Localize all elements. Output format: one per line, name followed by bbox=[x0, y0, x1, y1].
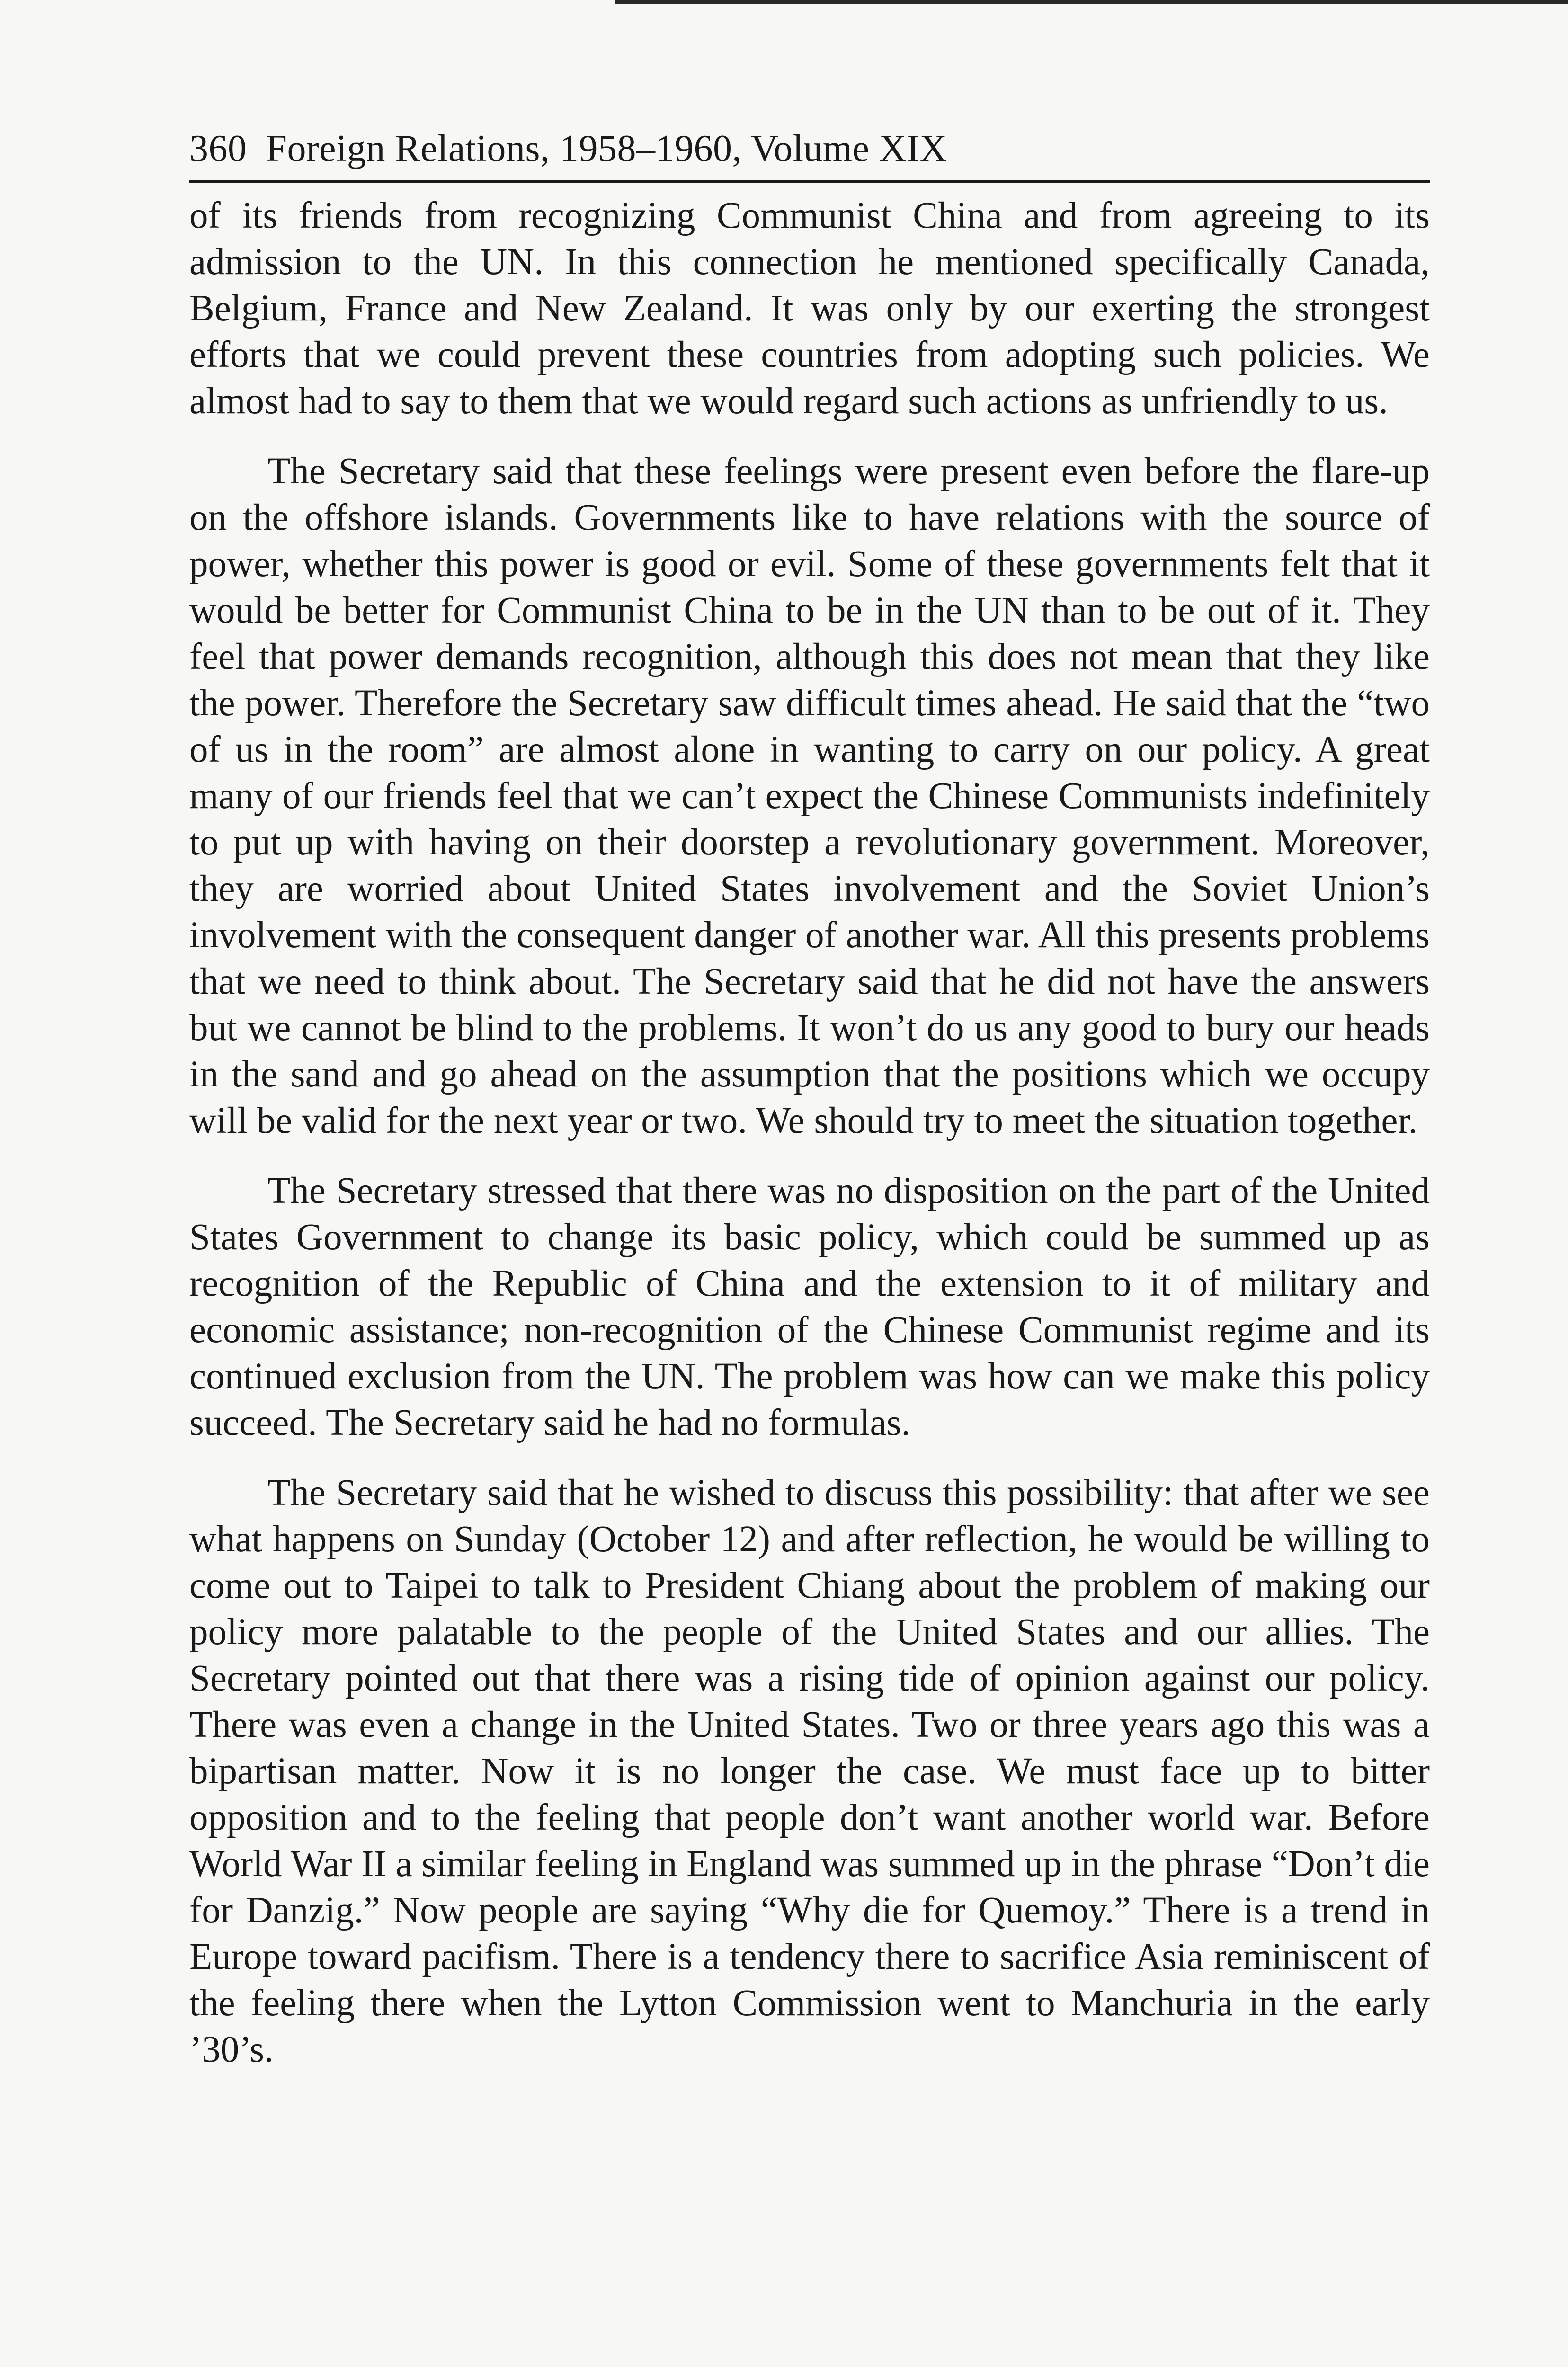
paragraph: The Secretary said that these feelings were present even before the flare-up on the offshore islands. Governments like to have relations with the source of power, whether this power is good or evil. Some of these governments felt that it would be better for Communist China to be in the UN than to be out of it. They feel that power demands recognition, although this does not mean that they like the power. Therefore the Secretary saw difficult times ahead. He said that the “two of us in the room” are almost alone in wanting to carry on our policy. A great many of our friends feel that we can’t expect the Chinese Communists indefinitely to put up with having on their doorstep a revolutionary government. Moreover, they are worried about United States involvement and the Soviet Union’s involvement with the consequent danger of another war. All this presents problems that we need to think about. The Secretary said that he did not have the answers but we cannot be blind to the problems. It won’t do us any good to bury our heads in the sand and go ahead on the assumption that the positions which we occupy will be valid for the next year or two. We should try to meet the situation together. bbox=[189, 451, 1430, 1141]
document-page bbox=[189, 128, 1430, 2097]
paragraph-continued: of its friends from recognizing Communist China and from agreeing to its admission to the UN. In this connection he mentioned specifically Canada, Belgium, France and New Zealand. It was only by our exerting the strongest efforts that we could prevent these countries from adopting such policies. We almost had to say to them that we would regard such actions as unfriendly to us. bbox=[189, 195, 1430, 422]
scan-edge-mark bbox=[615, 0, 1568, 4]
paragraph: The Secretary stressed that there was no disposition on the part of the United States Government to change its basic policy, which could be summed up as recognition of the Republic of China and the extension to it of military and economic assistance; non-recognition of the Chinese Communist regime and its continued exclusion from the UN. The problem was how can we make this policy succeed. The Secretary said he had no formulas. bbox=[189, 1170, 1430, 1443]
page-number: 360 bbox=[189, 128, 247, 169]
header-title: Foreign Relations, 1958–1960, Volume XIX bbox=[266, 128, 947, 169]
body-text bbox=[189, 193, 1430, 2073]
running-header bbox=[189, 128, 1430, 183]
paragraph: The Secretary said that he wished to discuss this possibility: that after we see what happens on Sunday (October 12) and after reflection, he would be willing to come out to Taipei to talk to President Chiang about the problem of making our policy more palatable to the people of the United States and our allies. The Secretary pointed out that there was a rising tide of opinion against our policy. There was even a change in the United States. Two or three years ago this was a bipartisan matter. Now it is no longer the case. We must face up to bitter opposition and to the feeling that people don’t want another world war. Before World War II a similar feeling in England was summed up in the phrase “Don’t die for Danzig.” Now people are saying “Why die for Quemoy.” There is a trend in Europe toward pacifism. There is a tendency there to sacrifice Asia reminiscent of the feeling there when the Lytton Commission went to Manchuria in the early ’30’s. bbox=[189, 1472, 1430, 2070]
